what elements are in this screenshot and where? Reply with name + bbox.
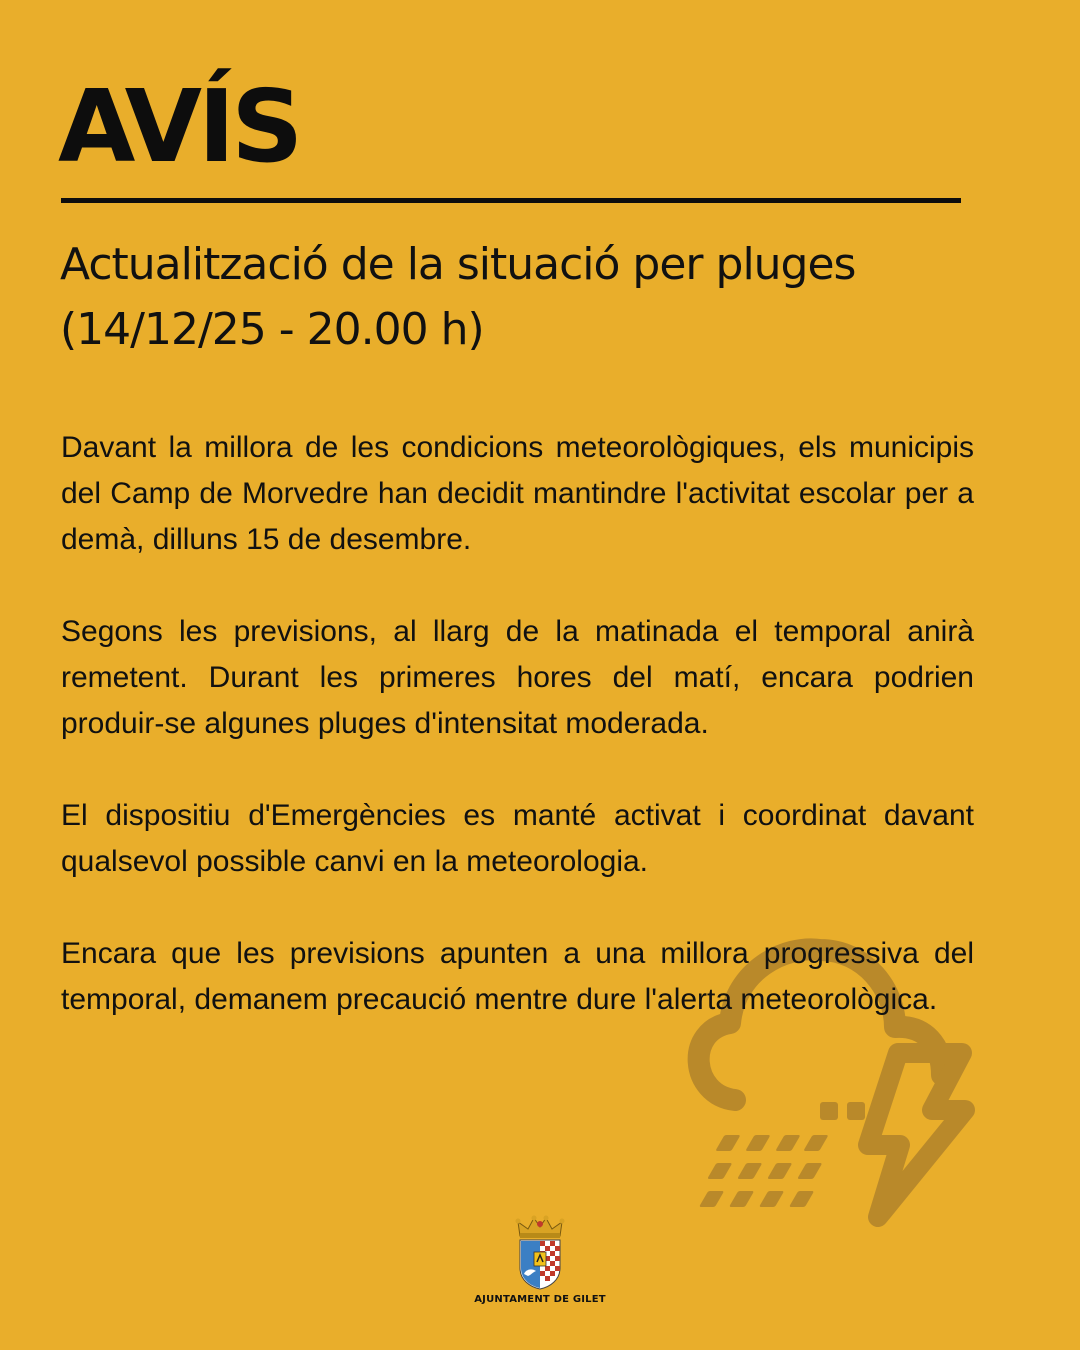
title-divider	[61, 198, 961, 203]
subtitle-line-1: Actualització de la situació per pluges	[60, 239, 856, 290]
paragraph-4: Encara que les previsions apunten a una millora progressiva del temporal, demanem precaució mentre dure l'alerta meteorològica.	[61, 937, 974, 1016]
notice-body	[61, 425, 974, 1069]
coat-of-arms-icon	[512, 1214, 568, 1290]
paragraph-3: El dispositiu d'Emergències es manté activat i coordinat davant qualsevol possible canvi en la meteorologia.	[61, 799, 974, 878]
paragraph-1: Davant la millora de les condicions meteorològiques, els municipis del Camp de Morvedre han decidit mantindre l'activitat escolar per a demà, dilluns 15 de desembre.	[61, 431, 974, 556]
subtitle	[60, 232, 1020, 362]
municipal-logo	[440, 1214, 640, 1305]
logo-caption: AJUNTAMENT DE GILET	[474, 1294, 606, 1305]
page-title: AVÍS	[58, 68, 300, 185]
subtitle-line-2: (14/12/25 - 20.00 h)	[60, 304, 484, 355]
paragraph-2: Segons les previsions, al llarg de la matinada el temporal anirà remetent. Durant les primeres hores del matí, encara podrien produir-se algunes pluges d'intensitat moderada.	[61, 615, 974, 740]
